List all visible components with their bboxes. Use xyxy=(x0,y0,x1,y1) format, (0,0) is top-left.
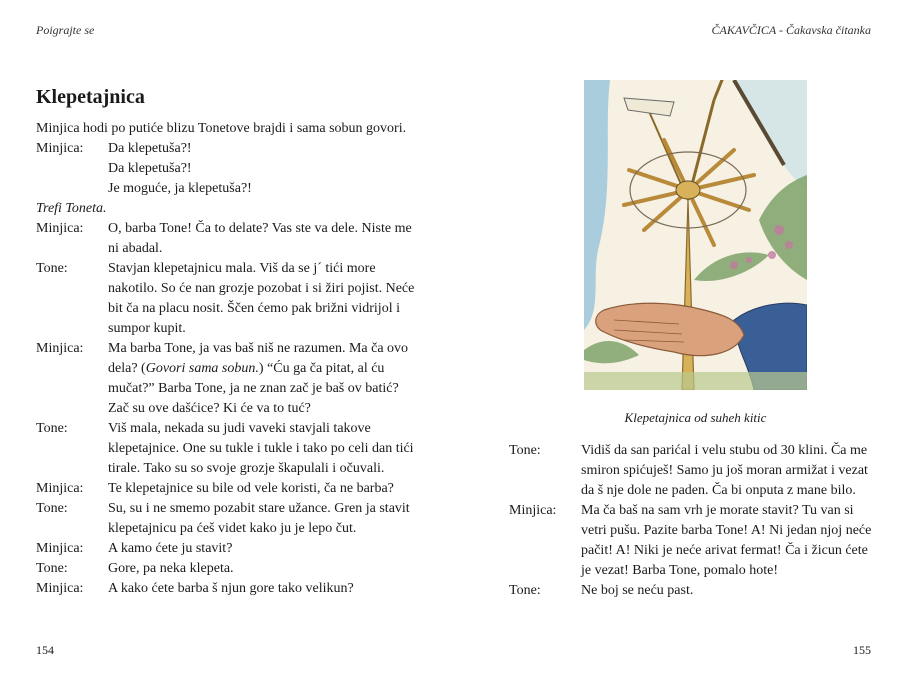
line-text: Ma ča baš na sam vrh je morate stavit? Tu van si vetri pušu. Pazite barba Tone! A! Ni jedan njoj neće pačit! A! Niki je neće arivat fermat! Ča i žicun ćete je vezat! Barba Tone, pomalo hote! xyxy=(581,503,872,578)
running-header-right: ČAKAVČICA - Čakavska čitanka xyxy=(711,23,871,37)
dialogue-line xyxy=(36,579,416,599)
dialogue-line xyxy=(36,559,416,579)
line-text: O, barba Tone! Ča to delate? Vas ste va dele. Niste me ni abadal. xyxy=(108,221,412,256)
intro-paragraph: Minjica hodi po putiće blizu Tonetove brajdi i sama sobun govori. xyxy=(36,121,407,136)
dialogue-left-column xyxy=(36,119,416,599)
speaker: Minjica: xyxy=(36,221,84,236)
stage-direction-inline: Govori sama sobun. xyxy=(145,361,259,376)
line-text xyxy=(108,339,416,419)
dialogue-line xyxy=(36,139,416,159)
speaker: Tone: xyxy=(509,443,541,458)
speaker: Minjica: xyxy=(36,541,84,556)
line-text: A kamo ćete ju stavit? xyxy=(108,541,233,556)
dialogue-continuation: Je moguće, ja klepetuša?! xyxy=(108,181,252,196)
line-text: Te klepetajnice su bile od vele koristi, ča ne barba? xyxy=(108,481,394,496)
klepetajnica-illustration xyxy=(584,80,807,390)
dialogue-line xyxy=(36,499,416,539)
speaker: Minjica: xyxy=(509,503,557,518)
stage-direction: Trefi Toneta. xyxy=(36,201,107,216)
dialogue-line xyxy=(36,339,416,419)
page-number-right: 155 xyxy=(853,643,871,657)
dialogue-right-column xyxy=(509,441,877,601)
line-text: Stavjan klepetajnicu mala. Viš da se j´ tići more nakotilo. So će nan grozje pozobat i si žiri pojist. Neće bit ča na placu nosit. Ščen ćemo pak brižni vidrijol i sumpor kupit. xyxy=(108,261,415,336)
speaker: Tone: xyxy=(36,261,68,276)
speaker: Minjica: xyxy=(36,341,84,356)
line-text: A kako ćete barba š njun gore tako velikun? xyxy=(108,581,354,596)
line-text: Su, su i ne smemo pozabit stare užance. Gren ja stavit klepetajnicu pa ćeš videt kako ju je lepo čut. xyxy=(108,501,410,536)
speaker: Minjica: xyxy=(36,581,84,596)
dialogue-line xyxy=(509,581,877,601)
dialogue-continuation: Da klepetuša?! xyxy=(108,161,192,176)
figure-caption: Klepetajnica od suheh kitic xyxy=(624,410,767,425)
page-title: Klepetajnica xyxy=(36,86,145,108)
speaker: Tone: xyxy=(36,561,68,576)
page-number-left: 154 xyxy=(36,643,54,657)
running-header-left: Poigrajte se xyxy=(36,23,95,37)
line-text: Da klepetuša?! xyxy=(108,141,192,156)
dialogue-line xyxy=(36,539,416,559)
line-text-part: Ma barba Tone, ja vas baš niš ne razumen. Ma ča ovo dela? ( xyxy=(108,341,409,376)
line-text-part: ) “Ću ga ča pitat, al ću mučat?” Barba Tone, ja ne znan zač je baš ov batić? Zač su ove dašćice? Ki će va to tuć? xyxy=(108,361,399,416)
line-text: Gore, pa neka klepeta. xyxy=(108,561,234,576)
speaker: Minjica: xyxy=(36,141,84,156)
line-text: Ne boj se neću past. xyxy=(581,583,694,598)
dialogue-line xyxy=(36,419,416,479)
speaker: Tone: xyxy=(509,583,541,598)
line-text: Viš mala, nekada su judi vaveki stavjali takove klepetajnice. One su tukle i tukle i tako po celi dan tići tirale. Tako su so svoje grozje škapulali i očuvali. xyxy=(108,421,414,476)
dialogue-line xyxy=(36,479,416,499)
dialogue-line xyxy=(509,501,877,581)
dialogue-line xyxy=(36,219,416,259)
dialogue-line xyxy=(36,259,416,339)
line-text: Vidiš da san parićal i velu stubu od 30 klini. Ča me smiron spićuješ! Samo ju još moran armižat i vezat da š nje dole ne paden. Ča bi onputa z mane bilo. xyxy=(581,443,868,498)
speaker: Minjica: xyxy=(36,481,84,496)
dialogue-line xyxy=(509,441,877,501)
speaker: Tone: xyxy=(36,501,68,516)
speaker: Tone: xyxy=(36,421,68,436)
